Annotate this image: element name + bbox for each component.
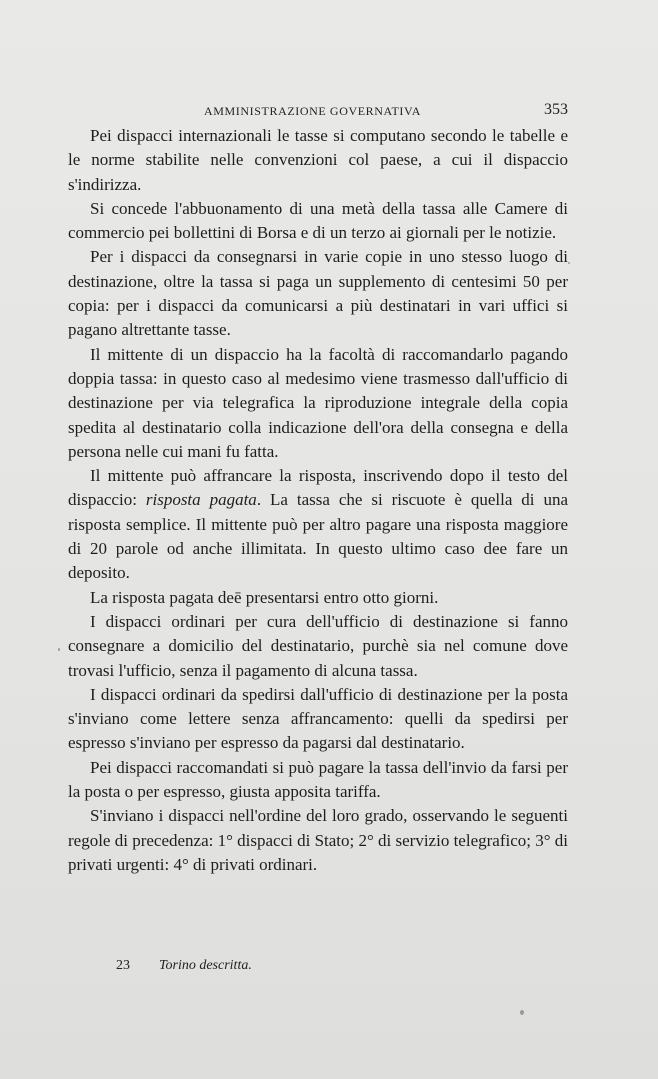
paragraph: I dispacci ordinari per cura dell'ufficio di destinazione si fanno consegnare a domicilio del destinatario, purchè sia nel comune dove trovasi l'ufficio, senza il pagamento di alcuna tassa. <box>68 611 568 680</box>
paragraph: Si concede l'abbuonamento di una metà della tassa alle Camere di commercio pei bollettini di Borsa e di un terzo ai giornali per le notizie. <box>68 198 568 243</box>
paragraph: Il mittente di un dispaccio ha la facoltà di raccomandarlo pagando doppia tassa: in questo caso al medesimo viene trasmesso dall'ufficio di destinazione per via telegrafica la riproduzione integrale della copia spedita al destinatario colla indicazione dell'ora della consegna e della persona nelle cui mani fu fatta. <box>68 344 568 461</box>
page-header <box>68 101 568 124</box>
paragraph: Per i dispacci da consegnarsi in varie copie in uno stesso luogo di destinazione, oltre la tassa si paga un supplemento di centesimi 50 per copia: per i dispacci da comunicarsi a più destinatari in vari uffici si pagano altrettante tasse. <box>68 247 568 340</box>
body-text <box>68 124 568 877</box>
paragraph <box>68 464 568 585</box>
paper-speck <box>568 262 570 264</box>
signature-title: Torino descritta. <box>159 958 252 973</box>
paragraph: La risposta pagata deē presentarsi entro otto giorni. <box>90 587 439 607</box>
signature-number: 23 <box>116 958 130 973</box>
paper-speck <box>520 1010 524 1015</box>
emphasis-text: risposta pagata <box>145 490 257 510</box>
paragraph: Pei dispacci raccomandati si può pagare la tassa dell'invio da farsi per la posta o per espresso, giusta apposita tariffa. <box>68 757 568 802</box>
paragraph-text: Il mittente può affrancare la risposta, inscrivendo dopo il testo del dispaccio: <box>68 466 568 510</box>
paragraph-text: . La tassa che si riscuote è quella di una risposta semplice. Il mittente può per altro pagare una risposta maggiore di 20 parole od anche illimitata. In questo ultimo caso dee fare un deposito. <box>68 490 568 583</box>
paper-speck <box>58 648 60 651</box>
page-number: 353 <box>544 101 568 118</box>
running-title: AMMINISTRAZIONE GOVERNATIVA <box>204 104 421 118</box>
paragraph: Pei dispacci internazionali le tasse si computano secondo le tabelle e le norme stabilite nelle convenzioni col paese, a cui il dispaccio s'indirizza. <box>68 126 568 194</box>
paragraph: I dispacci ordinari da spedirsi dall'ufficio di destinazione per la posta s'inviano come lettere senza affrancamento: quelli da spedirsi per espresso s'inviano per espresso da pagarsi dal destinatario. <box>68 684 568 753</box>
signature-footer <box>116 958 416 978</box>
paragraph: S'inviano i dispacci nell'ordine del loro grado, osservando le seguenti regole di precedenza: 1° dispacci di Stato; 2° di servizio telegrafico; 3° di privati urgenti: 4° di privati ordinari. <box>68 806 568 874</box>
